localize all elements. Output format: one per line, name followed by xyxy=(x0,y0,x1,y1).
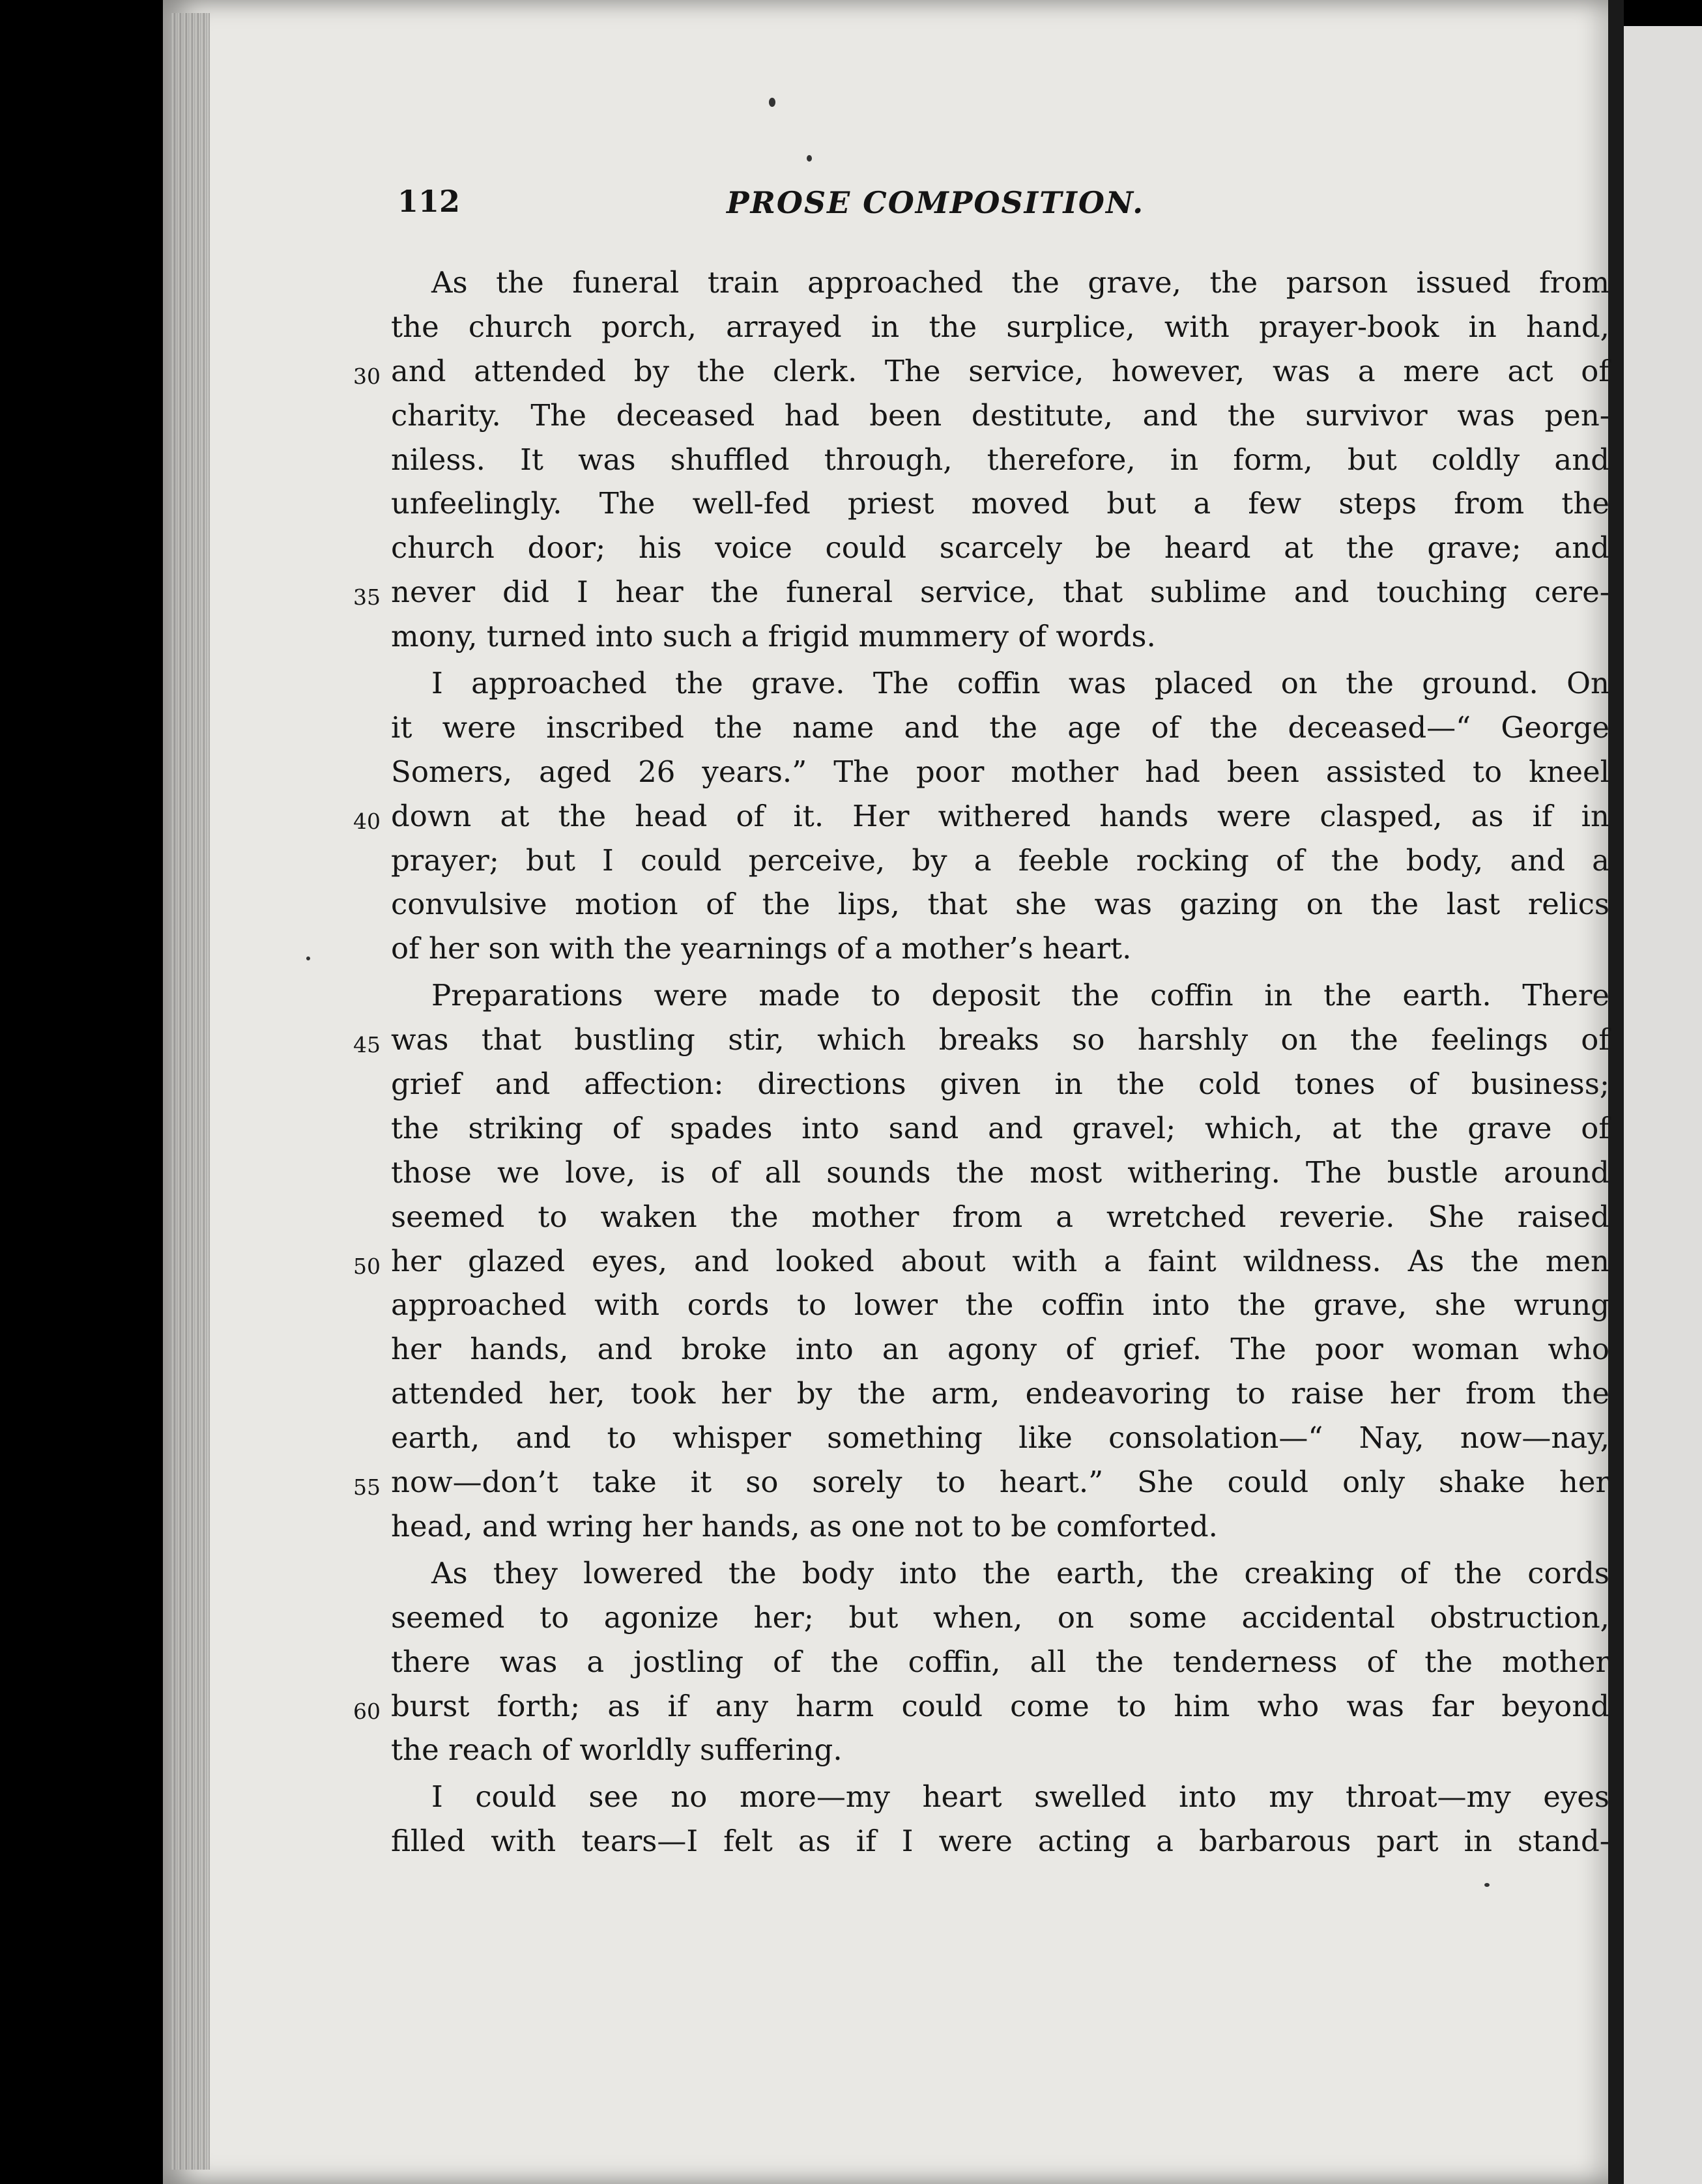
line-text: the striking of spades into sand and gravel; which, at the grave of xyxy=(391,1110,1609,1145)
text-line xyxy=(353,349,1609,394)
page-number: 112 xyxy=(397,184,461,219)
text-line xyxy=(391,1283,1609,1327)
line-text: of her son with the yearnings of a mother’s heart. xyxy=(391,931,1132,966)
text-line xyxy=(391,706,1609,750)
line-text: head, and wring her hands, as one not to be comforted. xyxy=(391,1508,1218,1544)
line-text: approached with cords to lower the coffin into the grave, she wrung xyxy=(391,1287,1609,1323)
text-line xyxy=(353,794,1609,839)
line-text: never did I hear the funeral service, that sublime and touching cere- xyxy=(391,575,1609,610)
text-line xyxy=(353,1684,1609,1729)
line-text: and attended by the clerk. The service, however, was a mere act of xyxy=(391,353,1609,388)
line-text: mony, turned into such a frigid mummery of words. xyxy=(391,619,1156,654)
text-line xyxy=(391,1195,1609,1239)
text-line xyxy=(391,1504,1609,1549)
text-line xyxy=(391,973,1609,1018)
text-line xyxy=(391,1728,1609,1772)
line-text: her hands, and broke into an agony of grief. The poor woman who xyxy=(391,1332,1609,1367)
body-text xyxy=(353,261,1609,1863)
text-line xyxy=(391,882,1609,927)
line-text: attended her, took her by the arm, endeavoring to raise her from the xyxy=(391,1376,1609,1411)
line-text: was that bustling stir, which breaks so harshly on the feelings of xyxy=(391,1022,1609,1057)
text-line xyxy=(353,1018,1609,1062)
text-line xyxy=(391,305,1609,349)
line-number: 60 xyxy=(353,1698,381,1724)
line-number: 45 xyxy=(353,1032,381,1058)
text-line xyxy=(391,1327,1609,1372)
line-text: earth, and to whisper something like consolation—“ Nay, now—nay, xyxy=(391,1420,1609,1456)
line-number: 50 xyxy=(353,1253,381,1279)
line-text: prayer; but I could perceive, by a feeble rocking of the body, and a xyxy=(391,842,1609,878)
line-text: church door; his voice could scarcely be heard at the grave; and xyxy=(391,530,1609,566)
line-text: grief and affection: directions given in the cold tones of business; xyxy=(391,1067,1609,1102)
page-edge-shadow xyxy=(1608,0,1624,2184)
text-line xyxy=(391,839,1609,883)
running-title: PROSE COMPOSITION. xyxy=(727,185,1145,220)
text-line xyxy=(391,1551,1609,1596)
line-text: Somers, aged 26 years.” The poor mother had been assisted to kneel xyxy=(391,754,1609,789)
line-text: convulsive motion of the lips, that she was gazing on the last relics xyxy=(391,887,1609,922)
line-text: down at the head of it. Her withered hands were clasped, as if in xyxy=(391,798,1609,833)
line-text: filled with tears—I felt as if I were acting a barbarous part in stand- xyxy=(391,1824,1609,1859)
text-line xyxy=(353,1460,1609,1504)
line-text: those we love, is of all sounds the most withering. The bustle around xyxy=(391,1155,1609,1190)
line-text: there was a jostling of the coffin, all the tenderness of the mother xyxy=(391,1644,1609,1679)
line-text: unfeelingly. The well-fed priest moved but a few steps from the xyxy=(391,486,1609,521)
text-line xyxy=(391,1062,1609,1106)
text-line xyxy=(391,1596,1609,1640)
text-line xyxy=(391,927,1609,971)
text-line xyxy=(391,1819,1609,1863)
text-line xyxy=(391,1416,1609,1460)
line-text: As they lowered the body into the earth, the creaking of the cords xyxy=(431,1555,1609,1590)
facing-page-edge xyxy=(1624,26,1702,2184)
page-header xyxy=(163,184,1608,229)
line-number: 55 xyxy=(353,1474,381,1501)
text-line xyxy=(391,481,1609,526)
line-text: Preparations were made to deposit the coffin in the earth. There xyxy=(431,978,1609,1013)
line-text: charity. The deceased had been destitute, and the survivor was pen- xyxy=(391,397,1609,433)
text-line xyxy=(391,438,1609,482)
text-line xyxy=(391,1151,1609,1195)
line-text: niless. It was shuffled through, therefore, in form, but coldly and xyxy=(391,442,1609,477)
text-line xyxy=(391,661,1609,706)
line-text: As the funeral train approached the grave, the parson issued from xyxy=(431,265,1609,300)
text-line xyxy=(391,261,1609,305)
line-text: the reach of worldly suffering. xyxy=(391,1732,843,1768)
line-number: 35 xyxy=(353,584,381,611)
line-text: her glazed eyes, and looked about with a faint wildness. As the men xyxy=(391,1243,1609,1278)
text-line xyxy=(391,1775,1609,1819)
text-line xyxy=(391,1372,1609,1416)
line-text: I approached the grave. The coffin was placed on the ground. On xyxy=(431,666,1609,701)
line-text: the church porch, arrayed in the surplice, with prayer-book in hand, xyxy=(391,309,1609,344)
page-content xyxy=(163,0,1608,2184)
line-text: burst forth; as if any harm could come to him who was far beyond xyxy=(391,1688,1609,1723)
line-number: 30 xyxy=(353,363,381,389)
line-number: 40 xyxy=(353,808,381,834)
text-line xyxy=(391,394,1609,438)
text-line xyxy=(391,1106,1609,1151)
line-text: seemed to agonize her; but when, on some accidental obstruction, xyxy=(391,1600,1609,1635)
line-text: I could see no more—my heart swelled into my throat—my eyes xyxy=(431,1779,1609,1815)
text-line xyxy=(391,614,1609,659)
line-text: now—don’t take it so sorely to heart.” She could only shake her xyxy=(391,1465,1609,1500)
line-text: seemed to waken the mother from a wretched reverie. She raised xyxy=(391,1199,1609,1234)
text-line xyxy=(391,750,1609,794)
text-line xyxy=(391,1640,1609,1684)
text-line xyxy=(353,570,1609,614)
text-line xyxy=(391,526,1609,570)
line-text: it were inscribed the name and the age of the deceased—“ George xyxy=(391,710,1609,745)
text-line xyxy=(353,1239,1609,1284)
